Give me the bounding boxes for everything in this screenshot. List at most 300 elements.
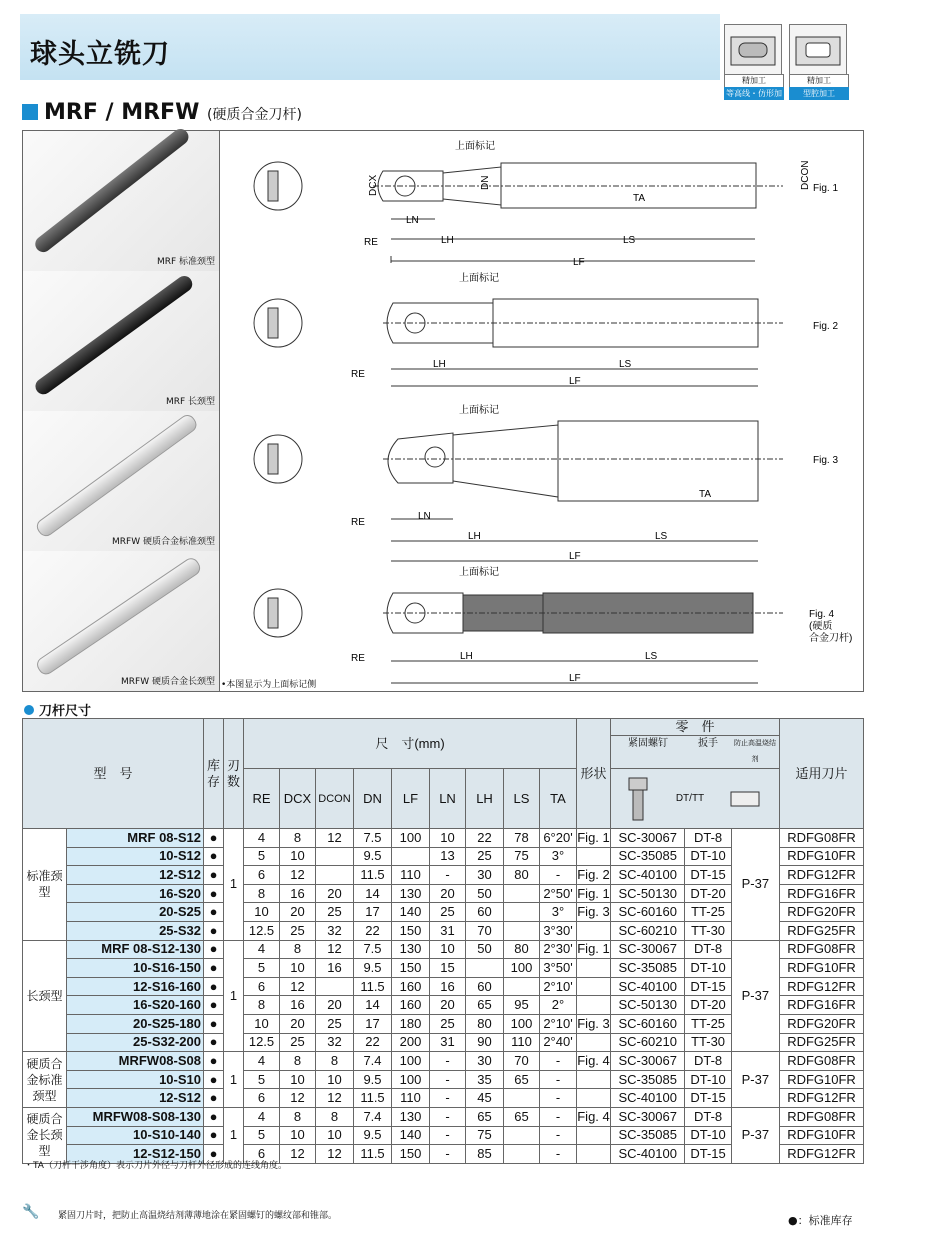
value-cell: 130 <box>392 1107 430 1126</box>
value-cell: 10 <box>244 903 280 922</box>
value-cell: 11.5 <box>354 977 392 996</box>
ta-label: TA <box>633 193 646 204</box>
model-cell: MRF 08-S12-130 <box>67 940 204 959</box>
value-cell: 11.5 <box>354 1089 392 1108</box>
value-cell: 6°20' <box>540 829 577 848</box>
stock-cell: ● <box>204 866 224 885</box>
value-cell: 22 <box>354 1033 392 1052</box>
value-cell: RDFG08FR <box>780 1052 864 1071</box>
value-cell: 100 <box>392 1052 430 1071</box>
value-cell: 110 <box>392 1089 430 1108</box>
value-cell: 80 <box>504 940 540 959</box>
stock-cell: ● <box>204 940 224 959</box>
col-ln: LN <box>430 769 466 829</box>
value-cell: 90 <box>466 1033 504 1052</box>
col-insert: 适用刀片 <box>780 719 864 829</box>
value-cell: 50 <box>466 884 504 903</box>
model-cell: 20-S25-180 <box>67 1014 204 1033</box>
value-cell: RDFG10FR <box>780 847 864 866</box>
value-cell <box>577 921 611 940</box>
value-cell: 130 <box>392 884 430 903</box>
re-label: RE <box>351 369 365 380</box>
value-cell: 2°10' <box>540 977 577 996</box>
value-cell: 130 <box>392 940 430 959</box>
stock-cell: ● <box>204 1107 224 1126</box>
stock-cell: ● <box>204 1014 224 1033</box>
value-cell: 32 <box>316 921 354 940</box>
value-cell: 8 <box>244 884 280 903</box>
stock-cell: ● <box>204 884 224 903</box>
value-cell: 8 <box>280 940 316 959</box>
mark-label: 上面标记 <box>455 141 495 152</box>
page-header <box>20 14 720 80</box>
value-cell: 25 <box>316 1014 354 1033</box>
value-cell: 10 <box>244 1014 280 1033</box>
value-cell: 100 <box>392 829 430 848</box>
value-cell: 9.5 <box>354 847 392 866</box>
value-cell: 3°50' <box>540 959 577 978</box>
value-cell: 5 <box>244 847 280 866</box>
value-cell: RDFG20FR <box>780 1014 864 1033</box>
model-cell: 20-S25 <box>67 903 204 922</box>
value-cell: - <box>540 1145 577 1164</box>
value-cell: 75 <box>466 1126 504 1145</box>
value-cell: 10 <box>316 1070 354 1089</box>
col-lh: LH <box>466 769 504 829</box>
lh-label: LH <box>441 235 454 246</box>
value-cell: 25 <box>316 903 354 922</box>
value-cell: 12 <box>280 1089 316 1108</box>
value-cell: 16 <box>280 884 316 903</box>
value-cell <box>577 847 611 866</box>
value-cell: 6 <box>244 1089 280 1108</box>
value-cell: 10 <box>280 1126 316 1145</box>
value-cell: RDFG25FR <box>780 1033 864 1052</box>
flutes-cell: 1 <box>224 940 244 1052</box>
value-cell: TT-30 <box>685 1033 731 1052</box>
group-label: 硬质合金标准颈型 <box>23 1052 67 1108</box>
legend: ●：标准库存 <box>788 1214 853 1227</box>
section-title: MRF / MRFW (硬质合金刀杆) <box>22 100 302 125</box>
holder-cell: P-37 <box>731 1052 779 1108</box>
value-cell: 60 <box>466 903 504 922</box>
value-cell: Fig. 1 <box>577 829 611 848</box>
value-cell: SC-35085 <box>611 847 685 866</box>
bullet-icon <box>24 705 34 715</box>
value-cell <box>392 847 430 866</box>
value-cell: 150 <box>392 959 430 978</box>
value-cell: 3° <box>540 903 577 922</box>
value-cell: 12.5 <box>244 1033 280 1052</box>
value-cell: 12.5 <box>244 921 280 940</box>
value-cell: 20 <box>280 903 316 922</box>
col-parts: 零 件 紧固螺钉 扳手 防止高温烧结剂 <box>611 719 780 769</box>
value-cell <box>504 884 540 903</box>
col-model: 型 号 <box>23 719 204 829</box>
table-row <box>23 1107 864 1126</box>
col-re: RE <box>244 769 280 829</box>
drawing-fig1 <box>254 139 838 268</box>
value-cell: Fig. 2 <box>577 866 611 885</box>
wrench-icon: 🔧 <box>22 1204 40 1220</box>
ln-label: LN <box>418 511 431 522</box>
value-cell: SC-30067 <box>611 1107 685 1126</box>
table-row <box>23 940 864 959</box>
value-cell: - <box>430 866 466 885</box>
value-cell: 30 <box>466 866 504 885</box>
lf-label: LF <box>569 551 581 562</box>
value-cell <box>504 1126 540 1145</box>
figure-box <box>22 130 864 692</box>
stock-cell: ● <box>204 996 224 1015</box>
value-cell: DT-8 <box>685 1107 731 1126</box>
value-cell: 110 <box>504 1033 540 1052</box>
ls-label: LS <box>619 359 632 370</box>
value-cell: Fig. 1 <box>577 884 611 903</box>
value-cell: 5 <box>244 1126 280 1145</box>
col-stock: 库存 <box>204 719 224 829</box>
value-cell: DT-10 <box>685 1070 731 1089</box>
value-cell: RDFG08FR <box>780 1107 864 1126</box>
value-cell: 9.5 <box>354 1126 392 1145</box>
value-cell: RDFG12FR <box>780 1089 864 1108</box>
spec-table <box>22 718 864 1164</box>
dcx-label: DCX <box>368 174 379 196</box>
stock-cell: ● <box>204 1070 224 1089</box>
stock-cell: ● <box>204 903 224 922</box>
photo-mrfw-long: MRFW 硬质合金长颈型 <box>23 551 219 691</box>
stock-cell: ● <box>204 1126 224 1145</box>
footnote: ・TA（刀杆干涉角度）表示刀片外径与刀杆外径形成的连线角度。 <box>24 1161 287 1171</box>
value-cell: 160 <box>392 977 430 996</box>
value-cell: SC-60160 <box>611 903 685 922</box>
wrench-dt-tt-icon: DT/TT <box>675 792 705 804</box>
fig-label: Fig. 1 <box>813 183 839 194</box>
value-cell: DT-10 <box>685 959 731 978</box>
value-cell <box>316 847 354 866</box>
value-cell: RDFG10FR <box>780 959 864 978</box>
value-cell <box>577 959 611 978</box>
value-cell: SC-50130 <box>611 996 685 1015</box>
col-dims: 尺 寸(mm) <box>244 719 577 769</box>
col-dn: DN <box>354 769 392 829</box>
lh-label: LH <box>468 531 481 542</box>
value-cell <box>504 903 540 922</box>
fig-label: Fig. 3 <box>813 455 839 466</box>
value-cell: 2°30' <box>540 940 577 959</box>
value-cell: 35 <box>466 1070 504 1089</box>
value-cell <box>577 1089 611 1108</box>
stock-cell: ● <box>204 959 224 978</box>
params-title: 刀杆尺寸 <box>24 700 91 719</box>
value-cell: 100 <box>392 1070 430 1089</box>
badge-label: 精加工 <box>789 74 849 88</box>
value-cell: 2°10' <box>540 1014 577 1033</box>
value-cell: - <box>430 1107 466 1126</box>
section-subtitle: (硬质合金刀杆) <box>207 107 302 123</box>
value-cell: 65 <box>504 1107 540 1126</box>
value-cell <box>504 1145 540 1164</box>
value-cell: SC-60210 <box>611 921 685 940</box>
badge-sub: 等高线・仿形加工 <box>726 89 782 111</box>
value-cell: 30 <box>466 1052 504 1071</box>
value-cell: 5 <box>244 1070 280 1089</box>
value-cell: 32 <box>316 1033 354 1052</box>
value-cell: 8 <box>280 1107 316 1126</box>
dcon-label: DCON <box>800 160 811 190</box>
col-wrench: 扳手 <box>698 738 718 749</box>
value-cell: 5 <box>244 959 280 978</box>
value-cell: - <box>540 1052 577 1071</box>
value-cell: 22 <box>354 921 392 940</box>
col-lf: LF <box>392 769 430 829</box>
fig4-note: (硬质 <box>809 621 833 632</box>
value-cell: 31 <box>430 921 466 940</box>
stock-cell: ● <box>204 1145 224 1164</box>
value-cell: 75 <box>504 847 540 866</box>
value-cell: SC-35085 <box>611 1070 685 1089</box>
value-cell: 4 <box>244 940 280 959</box>
value-cell: DT-8 <box>685 829 731 848</box>
value-cell: 65 <box>466 996 504 1015</box>
model-cell: 10-S10-140 <box>67 1126 204 1145</box>
ls-label: LS <box>623 235 636 246</box>
value-cell: 25 <box>430 903 466 922</box>
value-cell: 7.4 <box>354 1107 392 1126</box>
value-cell: DT-15 <box>685 1089 731 1108</box>
value-cell: Fig. 3 <box>577 1014 611 1033</box>
value-cell: 12 <box>280 977 316 996</box>
value-cell: 7.5 <box>354 940 392 959</box>
anti-seize-icon <box>727 784 767 814</box>
group-label: 标准颈型 <box>23 829 67 941</box>
model-cell: 12-S12 <box>67 866 204 885</box>
stock-cell: ● <box>204 921 224 940</box>
page-title: 球头立铣刀 <box>30 39 170 70</box>
value-cell: RDFG08FR <box>780 940 864 959</box>
value-cell: RDFG10FR <box>780 1126 864 1145</box>
value-cell: 78 <box>504 829 540 848</box>
value-cell: 31 <box>430 1033 466 1052</box>
value-cell: DT-15 <box>685 866 731 885</box>
value-cell: 2°40' <box>540 1033 577 1052</box>
holder-cell: P-37 <box>731 1107 779 1163</box>
value-cell: 80 <box>466 1014 504 1033</box>
mark-label: 上面标记 <box>459 273 499 284</box>
table-row <box>23 1052 864 1071</box>
value-cell: 65 <box>504 1070 540 1089</box>
value-cell: RDFG08FR <box>780 829 864 848</box>
value-cell: RDFG20FR <box>780 903 864 922</box>
value-cell: Fig. 4 <box>577 1052 611 1071</box>
value-cell: 12 <box>316 1089 354 1108</box>
photo-mrf-long: MRF 长颈型 <box>23 271 219 412</box>
value-cell: 3° <box>540 847 577 866</box>
value-cell: RDFG16FR <box>780 996 864 1015</box>
value-cell: - <box>430 1145 466 1164</box>
flutes-cell: 1 <box>224 1107 244 1163</box>
ln-label: LN <box>406 215 419 226</box>
value-cell: 14 <box>354 996 392 1015</box>
fig4-note: 合金刀杆) <box>809 633 853 644</box>
value-cell: DT-20 <box>685 884 731 903</box>
stock-cell: ● <box>204 829 224 848</box>
value-cell: 11.5 <box>354 1145 392 1164</box>
value-cell: DT-8 <box>685 940 731 959</box>
value-cell: 20 <box>430 884 466 903</box>
value-cell: 65 <box>466 1107 504 1126</box>
value-cell: SC-30067 <box>611 1052 685 1071</box>
value-cell: 22 <box>466 829 504 848</box>
model-cell: 12-S12 <box>67 1089 204 1108</box>
re-label: RE <box>351 653 365 664</box>
model-cell: MRFW08-S08 <box>67 1052 204 1071</box>
value-cell: 20 <box>430 996 466 1015</box>
value-cell: 9.5 <box>354 1070 392 1089</box>
value-cell: 25 <box>280 921 316 940</box>
stock-cell: ● <box>204 1052 224 1071</box>
value-cell: 17 <box>354 1014 392 1033</box>
model-cell: 16-S20 <box>67 884 204 903</box>
value-cell: 7.4 <box>354 1052 392 1071</box>
value-cell: SC-35085 <box>611 959 685 978</box>
value-cell <box>577 977 611 996</box>
value-cell: 8 <box>280 829 316 848</box>
value-cell <box>577 1070 611 1089</box>
value-cell: 85 <box>466 1145 504 1164</box>
value-cell: - <box>540 866 577 885</box>
badge-contour <box>724 24 782 111</box>
value-cell: 4 <box>244 829 280 848</box>
holder-cell: P-37 <box>731 829 779 941</box>
value-cell <box>466 959 504 978</box>
badge-label: 精加工 <box>724 74 784 88</box>
value-cell: 12 <box>316 829 354 848</box>
value-cell: 8 <box>316 1052 354 1071</box>
value-cell: 8 <box>244 996 280 1015</box>
value-cell: 50 <box>466 940 504 959</box>
value-cell: 200 <box>392 1033 430 1052</box>
lf-label: LF <box>569 376 581 387</box>
contour-machining-icon <box>724 24 782 76</box>
value-cell: SC-40100 <box>611 1089 685 1108</box>
col-shape: 形状 <box>577 719 611 829</box>
col-flutes: 刃数 <box>224 719 244 829</box>
value-cell: SC-40100 <box>611 866 685 885</box>
model-cell: MRF 08-S12 <box>67 829 204 848</box>
value-cell: 180 <box>392 1014 430 1033</box>
value-cell: 45 <box>466 1089 504 1108</box>
value-cell: 4 <box>244 1107 280 1126</box>
value-cell: 2° <box>540 996 577 1015</box>
value-cell <box>577 996 611 1015</box>
value-cell: RDFG25FR <box>780 921 864 940</box>
value-cell: 140 <box>392 903 430 922</box>
value-cell: 100 <box>504 1014 540 1033</box>
value-cell: DT-10 <box>685 1126 731 1145</box>
fig-label: Fig. 2 <box>813 321 839 332</box>
value-cell: - <box>540 1089 577 1108</box>
dn-label: DN <box>480 175 491 190</box>
model-cell: 25-S32-200 <box>67 1033 204 1052</box>
value-cell: Fig. 3 <box>577 903 611 922</box>
value-cell: - <box>540 1070 577 1089</box>
value-cell: RDFG10FR <box>780 1070 864 1089</box>
col-ta: TA <box>540 769 577 829</box>
value-cell: 13 <box>430 847 466 866</box>
value-cell: 17 <box>354 903 392 922</box>
parts-icons <box>611 769 780 829</box>
badge-pocket <box>789 24 847 100</box>
section-square-icon <box>22 104 38 120</box>
value-cell <box>504 1089 540 1108</box>
model-cell: 10-S12 <box>67 847 204 866</box>
bottom-note: 紧固刀片时，把防止高温烧结剂薄薄地涂在紧固螺钉的螺纹部和锥部。 <box>58 1211 338 1221</box>
value-cell: Fig. 1 <box>577 940 611 959</box>
value-cell: 11.5 <box>354 866 392 885</box>
value-cell: 60 <box>466 977 504 996</box>
value-cell: 160 <box>392 996 430 1015</box>
stock-cell: ● <box>204 977 224 996</box>
value-cell: 100 <box>504 959 540 978</box>
value-cell: DT-10 <box>685 847 731 866</box>
value-cell: TT-30 <box>685 921 731 940</box>
value-cell: - <box>430 1089 466 1108</box>
mark-label: 上面标记 <box>459 405 499 416</box>
value-cell: 9.5 <box>354 959 392 978</box>
photo-mrfw-standard: MRFW 硬质合金标准颈型 <box>23 411 219 552</box>
value-cell: SC-60210 <box>611 1033 685 1052</box>
value-cell: 3°30' <box>540 921 577 940</box>
value-cell: 150 <box>392 921 430 940</box>
flutes-cell: 1 <box>224 1052 244 1108</box>
value-cell: 20 <box>280 1014 316 1033</box>
value-cell: - <box>540 1107 577 1126</box>
drawing-fig4 <box>254 565 852 684</box>
value-cell: 10 <box>430 940 466 959</box>
value-cell: RDFG16FR <box>780 884 864 903</box>
holder-cell: P-37 <box>731 940 779 1052</box>
value-cell: - <box>430 1070 466 1089</box>
value-cell: 25 <box>466 847 504 866</box>
value-cell: 10 <box>280 959 316 978</box>
value-cell: SC-40100 <box>611 1145 685 1164</box>
group-label: 硬质合金长颈型 <box>23 1107 67 1163</box>
value-cell: 16 <box>316 959 354 978</box>
drawing-fig2 <box>254 271 838 387</box>
value-cell: TT-25 <box>685 903 731 922</box>
value-cell: 12 <box>316 940 354 959</box>
value-cell: SC-35085 <box>611 1126 685 1145</box>
col-dcx: DCX <box>280 769 316 829</box>
value-cell: 10 <box>280 847 316 866</box>
value-cell: DT-15 <box>685 977 731 996</box>
value-cell: 16 <box>280 996 316 1015</box>
lf-label: LF <box>569 673 581 684</box>
value-cell: 25 <box>430 1014 466 1033</box>
lh-label: LH <box>460 651 473 662</box>
model-cell: 10-S16-150 <box>67 959 204 978</box>
ls-label: LS <box>655 531 668 542</box>
value-cell: 6 <box>244 977 280 996</box>
value-cell: 12 <box>280 866 316 885</box>
value-cell: 2°50' <box>540 884 577 903</box>
value-cell: 16 <box>430 977 466 996</box>
stock-cell: ● <box>204 1033 224 1052</box>
value-cell: DT-8 <box>685 1052 731 1071</box>
dimension-drawings <box>223 131 863 684</box>
value-cell: 8 <box>280 1052 316 1071</box>
